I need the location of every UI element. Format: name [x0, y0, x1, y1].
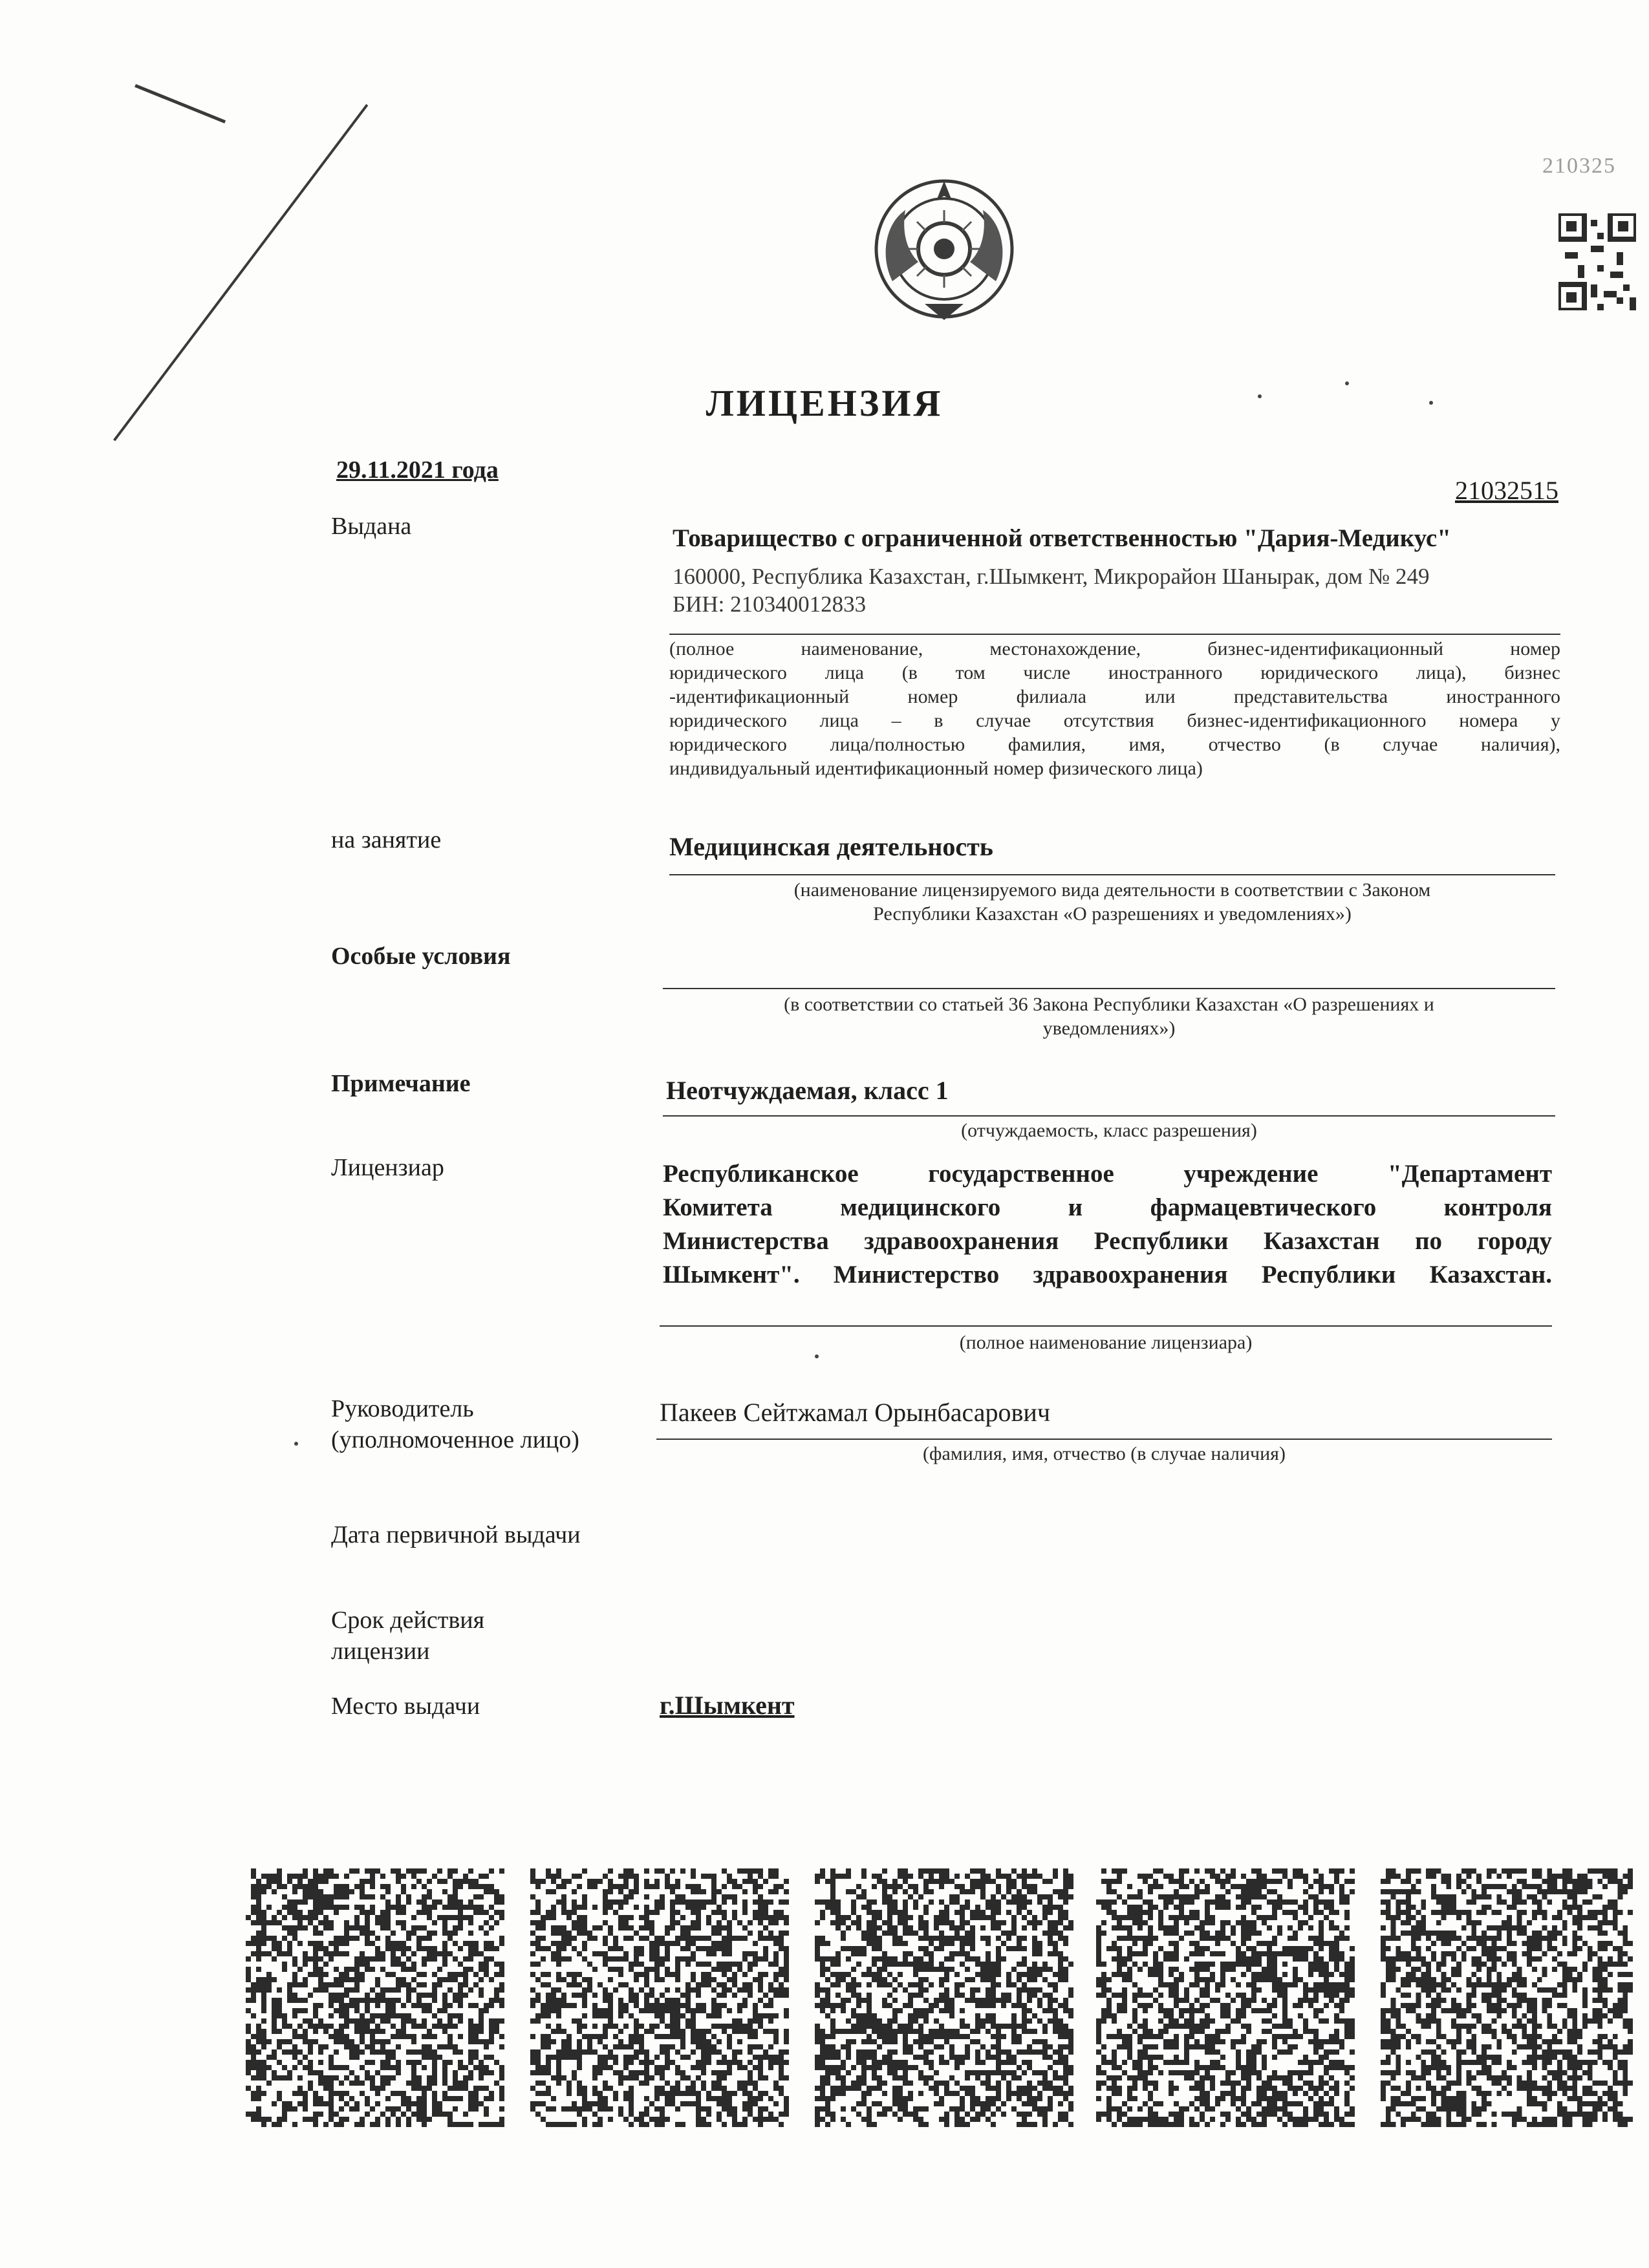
remark-underline: [663, 1115, 1555, 1117]
head-underline: [656, 1439, 1552, 1440]
activity-underline: [669, 874, 1555, 875]
special-conditions-label: Особые условия: [331, 943, 511, 970]
issued-to-address: 160000, Республика Казахстан, г.Шымкент, Микрорайон Шанырак, дом № 249: [673, 564, 1430, 589]
head-value: Пакеев Сейтжамал Орынбасарович: [660, 1398, 1050, 1427]
activity-value: Медицинская деятельность: [669, 832, 993, 861]
licensor-note: (полное наименование лицензиара): [959, 1332, 1253, 1353]
place-value: г.Шымкент: [660, 1691, 795, 1720]
state-emblem: [867, 171, 1022, 326]
activity-label: на занятие: [331, 826, 442, 853]
special-conditions-underline: [663, 988, 1555, 989]
head-label: Руководитель (уполномоченное лицо): [331, 1395, 579, 1453]
license-date: 29.11.2021 года: [336, 456, 499, 484]
qr-modules: [815, 1868, 1073, 2127]
first-issue-label: Дата первичной выдачи: [331, 1521, 581, 1548]
scan-speck: [815, 1354, 819, 1358]
place-label: Место выдачи: [331, 1693, 480, 1720]
issued-to-name: Товарищество с ограниченной ответственностью "Дария-Медикус": [673, 524, 1451, 552]
qr-code-small: [1558, 213, 1636, 310]
activity-note: (наименование лицензируемого вида деятельности в соответствии с Законом Республики Казахстан «О разрешениях и уведомлениях»): [793, 879, 1431, 925]
special-conditions-note: (в соответствии со статьей 36 Закона Республики Казахстан «О разрешениях и уведомлениях»): [784, 994, 1434, 1039]
qr-code-1: [246, 1868, 504, 2127]
issued-to-bin: БИН: 210340012833: [673, 592, 867, 617]
validity-label: Срок действия лицензии: [331, 1607, 485, 1665]
licensor-value: Республиканское государственное учреждение "Департамент Комитета медицинского и фармацевтического контроля Министерства здравоохранения Республики Казахстан по городу Шымкент". Министерство здравоохранения Республики Казахстан.: [663, 1160, 1552, 1289]
document-title: ЛИЦЕНЗИЯ: [706, 382, 943, 424]
issued-to-note: (полное наименование, местонахождение, бизнес-идентификационный номер юридического лица (в том числе иностранного юридического лица), бизнес -идентификационный номер филиала или представительства иностранного юридического лица – в случае отсутствия бизнес-идентификационного номера у юридического лица/полностью фамилия, имя, отчество (в случае наличия), индивидуальный идентификационный номер физического лица): [669, 638, 1560, 779]
scan-speck: [294, 1442, 298, 1446]
head-note: (фамилия, имя, отчество (в случае наличия): [923, 1443, 1286, 1464]
issued-to-underline: [669, 634, 1560, 635]
license-number: 21032515: [1455, 476, 1558, 505]
remark-label: Примечание: [331, 1070, 471, 1097]
qr-modules: [1096, 1868, 1355, 2127]
qr-modules: [530, 1868, 789, 2127]
corner-number: 210325: [1542, 154, 1616, 178]
qr-modules: [1381, 1868, 1633, 2127]
qr-code-2: [530, 1868, 789, 2127]
licensor-label: Лицензиар: [331, 1154, 444, 1181]
scan-stroke-short: [135, 84, 226, 123]
qr-modules: [246, 1868, 504, 2127]
qr-code-4: [1096, 1868, 1355, 2127]
issued-to-label: Выдана: [331, 513, 412, 540]
licensor-underline: [660, 1325, 1552, 1327]
remark-value: Неотчуждаемая, класс 1: [666, 1076, 949, 1105]
qr-code-3: [815, 1868, 1073, 2127]
remark-note: (отчуждаемость, класс разрешения): [961, 1120, 1257, 1141]
qr-code-5: [1381, 1868, 1633, 2127]
